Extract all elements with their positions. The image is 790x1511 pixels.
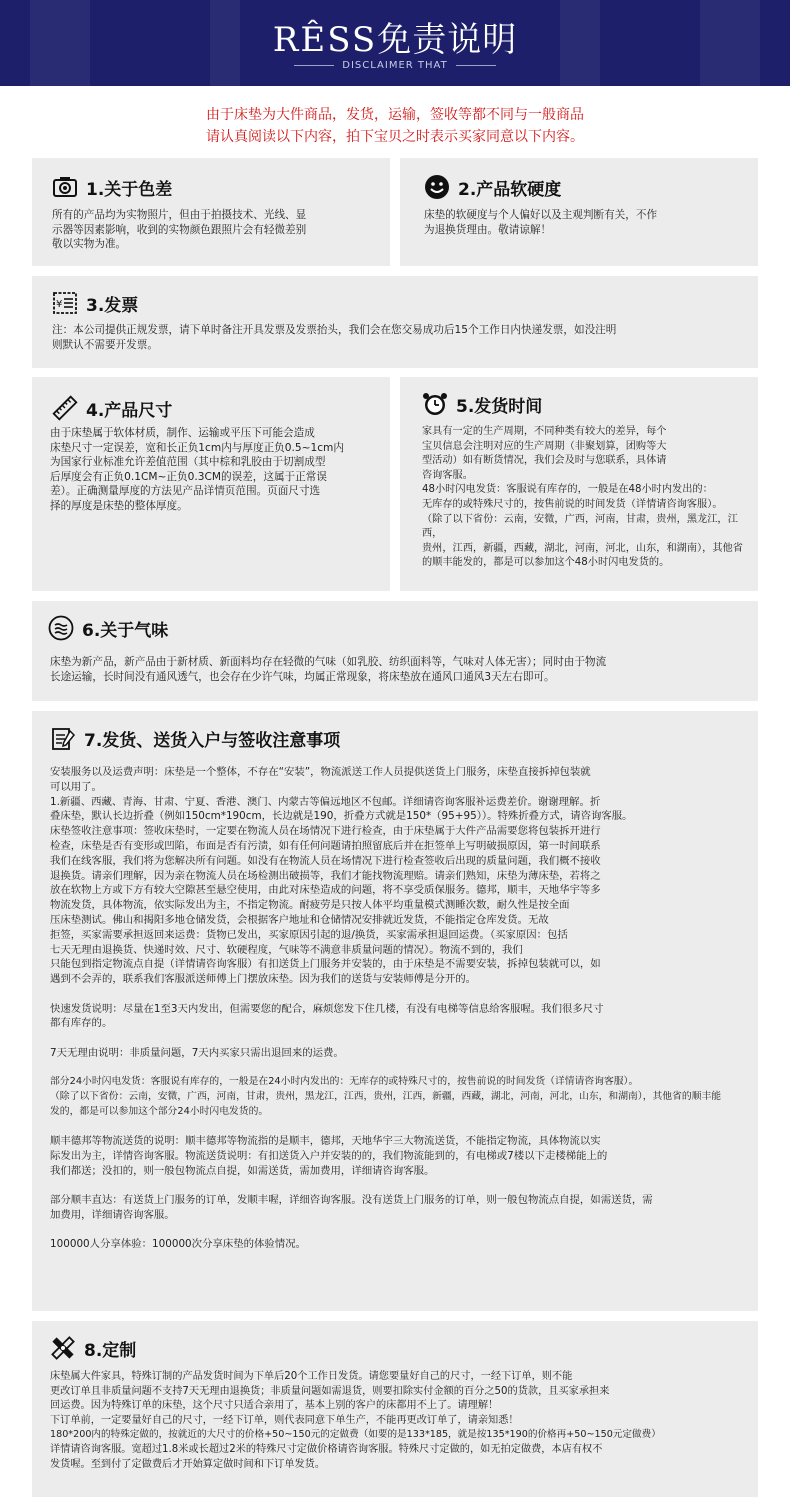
text-line: 家具有一定的生产周期，不同种类有较大的差异，每个	[422, 426, 667, 437]
section-product-size	[32, 377, 390, 591]
section-title: 1.关于色差	[86, 179, 173, 200]
text-line: 部分24小时闪电发货：客服说有库存的，一般是在24小时内发出的：无库存的或特殊尺寸的，按售前说的时间发货（详情请咨询客服）。	[50, 1076, 639, 1088]
text-line: 长途运输，长时间没有通风透气，也会存在少许气味，均属正常现象，将床垫放在通风口通风3天左右即可。	[50, 670, 555, 683]
text-line: 拒签，买家需要承担返回来运费：货物已发出，买家原因引起的退/换货，买家需承担退回运费。（买家原因：包括	[50, 928, 568, 941]
section-title: 8.定制	[84, 1340, 137, 1361]
section-body	[50, 1370, 755, 1472]
section-body	[50, 765, 755, 1252]
section-color-difference	[32, 158, 390, 266]
text-line: 床垫为新产品，新产品由于新材质、新面料均存在轻微的气味（如乳胶、纺织面料等，气味对人体无害）；同时由于物流	[50, 656, 607, 668]
section-shipping-time	[400, 377, 758, 591]
text-line: 为退换货理由。敬请谅解！	[424, 223, 552, 236]
text-line: 安装服务以及运费声明：床垫是一个整体，不存在“安装”，物流派送工作人员提供送货上门服务，床垫直接拆掉包装就	[50, 766, 591, 778]
text-line: 遇到不会弄的，联系我们客服派送师傅上门摆放床垫。因为我们的送货与安装师傅是分开的。	[50, 973, 477, 986]
text-line: 床垫的软硬度与个人偏好以及主观判断有关，不作	[424, 209, 658, 221]
section-title: 2.产品软硬度	[458, 179, 562, 200]
subtitle-text: DISCLAIMER THAT	[342, 60, 448, 71]
brand-logo: RÊSS	[272, 20, 378, 60]
text-line: 敬以实物为准。	[52, 238, 127, 251]
text-line: 180*200内的特殊定做的，按就近的大尺寸的价格+50~150元的定做费（如要的是133*185，就是按135*190的价格再+50~150元定做费）	[50, 1429, 661, 1441]
air-icon	[48, 615, 74, 641]
text-line: 发货喔。至到付了定做费后才开始算定做时间和下订单发货。	[50, 1458, 326, 1470]
text-line: 叠床垫，默认长边折叠（例如150cm*190cm，长边就是190，折叠方式就是150*（95+95））。特殊折叠方式，请咨询客服。	[50, 810, 633, 823]
section-delivery-signing	[32, 711, 758, 1311]
alarm-clock-icon	[422, 391, 448, 417]
text-line: 加费用，详细请咨询客服。	[50, 1208, 175, 1221]
text-line: 7天无理由说明：非质量问题，7天内买家只需出退回来的运费。	[50, 1046, 344, 1059]
text-line: 发的，都是可以参加这个部分24小时闪电发货的。	[50, 1105, 269, 1117]
text-line: 我们都送；没扣的，则一般包物流点自提，如需送货，需加费用，详细请咨询客服。	[50, 1164, 435, 1177]
text-line: 快速发货说明：尽量在1至3天内发出，但需要您的配合，麻烦您发下住几楼，有没有电梯等信息给客服喔。我们很多尺寸	[50, 1002, 604, 1015]
notice	[0, 104, 790, 148]
title-text: 免责说明	[377, 20, 518, 60]
text-line: 100000人分享体验：100000次分享床垫的体验情况。	[50, 1238, 306, 1251]
section-title: 4.产品尺寸	[86, 400, 173, 421]
text-line: 无库存的或特殊尺寸的，按售前说的时间发货（详情请咨询客服）。	[422, 498, 723, 510]
text-line: 示器等因素影响，收到的实物颜色跟照片会有轻微差别	[52, 223, 307, 236]
section-title: 5.发货时间	[456, 396, 543, 417]
text-line: 注：本公司提供正规发票，请下单时备注开具发票及发票抬头，我们会在您交易成功后15个工作日内快递发票，如没注明	[52, 324, 617, 336]
text-line: 宝贝信息会注明对应的生产周期（非聚划算，团购等大	[422, 440, 667, 452]
camera-icon	[52, 174, 78, 200]
text-line: 差）。正确测量厚度的方法见产品详情页范围。页面尺寸选	[50, 485, 321, 498]
section-firmness	[400, 158, 758, 266]
notice-line: 由于床垫为大件商品，发货，运输，签收等都不同与一般商品	[206, 107, 584, 123]
text-line: 更改订单且非质量问题不支持7天无理由退换货；非质量问题如需退货，则要扣除实付金额的百分之50的货款，且买家承担来	[50, 1385, 610, 1397]
subtitle	[0, 60, 790, 71]
text-line: 压床垫测试。佛山和揭阳多地仓储发货，会根据客户地址和仓储情况安排就近发货，不能指定仓库发货。无故	[50, 913, 549, 926]
section-smell	[32, 601, 758, 701]
section-body	[424, 208, 749, 237]
text-line: 只能包到指定物流点自提（详情请咨询客服）有扣送货上门服务并安装的，由于床垫是不需要安装，拆掉包装就可以，如	[50, 958, 601, 971]
text-line: （除了以下省份：云南，安微，广西，河南，甘肃，贵州，黑龙江，江西，	[422, 513, 738, 540]
notice-line: 请认真阅读以下内容，拍下宝贝之时表示买家同意以下内容。	[206, 129, 584, 145]
smiley-icon	[424, 174, 450, 200]
ruler-icon	[52, 395, 78, 421]
text-line: 所有的产品均为实物照片，但由于拍摄技术、光线、显	[52, 209, 307, 221]
text-line: 为国家行业标准允许差值范围（其中棕和乳胶由于切割成型	[50, 456, 326, 469]
text-line: 都有库存的。	[50, 1017, 113, 1030]
text-line: （除了以下省份：云南，安微，广西，河南，甘肃，贵州，黑龙江，江西，贵州，江西，新疆，西藏，湖北，河南，河北，山东，和湖南），其他省的顺丰能	[50, 1090, 722, 1102]
notepad-icon	[50, 725, 76, 751]
text-line: 1.新疆、西藏、青海、甘肃、宁夏、香港、澳门、内蒙古等偏远地区不包邮。详细请咨询客服补运费差价。谢谢理解。折	[50, 795, 601, 808]
page-title	[0, 12, 790, 61]
text-line: 退换货。请亲们理解，因为亲在物流人员在场检测出破损等，我们才能找物流理赔。请亲们熟知，床垫为薄床垫，若将之	[50, 869, 601, 882]
text-line: 床垫签收注意事项：签收床垫时，一定要在物流人员在场情况下进行检查，由于床垫属于大件产品需要您将包装拆开进行	[50, 825, 601, 838]
section-body	[422, 425, 757, 571]
text-line: 床垫尺寸一定误差，宽和长正负1cm内与厚度正负0.5~1cm内	[50, 441, 344, 454]
text-line: 检查，床垫是否有变形或凹陷，布面是否有污渍，如有任何问题请拍照留底后并在拒签单上写明破损原因，第一时间联系	[50, 839, 601, 852]
text-line: 七天无理由退换货、快递时效、尺寸、软硬程度，气味等不满意非质量问题的情况）。物流不到的，我们	[50, 943, 523, 956]
text-line: 我们在线客服，我们将为您解决所有问题。如没有在物流人员在场情况下进行检查签收后出现的质量问题，我们概不接收	[50, 854, 601, 867]
section-body	[50, 655, 750, 684]
invoice-icon	[52, 290, 78, 316]
section-body	[52, 208, 382, 252]
text-line: 回运费。因为特殊订单的床垫，这个尺寸只适合亲用了，基本上别的客户的床都用不上了。请理解！	[50, 1400, 499, 1412]
text-line: 详情请咨询客服。宽超过1.8米或长超过2米的特殊尺寸定做价格请咨询客服。特殊尺寸定做的，如无拍定做费，本店有权不	[50, 1443, 603, 1455]
text-line: 的顺丰能发的，都是可以参加这个48小时闪电发货的。	[422, 557, 670, 569]
text-line: 后厚度会有正负0.1CM~正负0.3CM的误差，这属于正常误	[50, 470, 327, 483]
banner	[0, 0, 790, 86]
section-title: 6.关于气味	[82, 620, 169, 641]
text-line: 贵州，江西，新疆，西藏，湖北，河南，河北，山东，和湖南），其他省	[422, 542, 743, 554]
text-line: 物流发货，具体物流，依实际发出为主，不指定物流。耐疲劳是只按人体平均重量模式测睡次数，耐久性是按全面	[50, 899, 570, 912]
section-body	[52, 323, 752, 352]
section-body	[50, 426, 385, 514]
section-title: 3.发票	[86, 295, 139, 316]
section-customization	[32, 1321, 758, 1497]
svg-text:¥: ¥	[56, 299, 63, 310]
text-line: 下订单前，一定要量好自己的尺寸，一经下订单，则代表同意下单生产，不能再更改订单了，请亲知悉！	[50, 1414, 519, 1426]
text-line: 型活动）如有断货情况，我们会及时与您联系，具体请	[422, 455, 667, 467]
text-line: 咨询客服。	[422, 469, 473, 481]
text-line: 由于床垫属于软体材质，制作、运输或平压下可能会造成	[50, 427, 315, 439]
text-line: 可以用了。	[50, 780, 102, 793]
tools-icon	[50, 1335, 76, 1361]
text-line: 则默认不需要开发票。	[52, 338, 158, 351]
section-invoice	[32, 276, 758, 368]
section-title: 7.发货、送货入户与签收注意事项	[84, 730, 341, 751]
text-line: 放在软物上方或下方有较大空隙甚至悬空使用，由此对床垫造成的问题，将不享受质保服务。德邦，顺丰，天地华宇等多	[50, 884, 601, 897]
text-line: 顺丰德邦等物流送货的说明：顺丰德邦等物流指的是顺丰，德邦，天地华宇三大物流送货，不能指定物流，具体物流以实	[50, 1135, 601, 1148]
text-line: 部分顺丰直达：有送货上门服务的订单，发顺丰喔，详细咨询客服。没有送货上门服务的订单，则一般包物流点自提，如需送货，需	[50, 1194, 653, 1207]
text-line: 床垫属大件家具，特殊订制的产品发货时间为下单后20个工作日发货。请您要量好自己的尺寸，一经下订单，则不能	[50, 1371, 573, 1382]
text-line: 48小时闪电发货：客服说有库存的，一般是在48小时内发出的：	[422, 484, 713, 496]
text-line: 择的厚度是床垫的整体厚度。	[50, 499, 188, 512]
text-line: 际发出为主，详情咨询客服。物流送货说明：有扣送货入户并安装的的，我们物流能到的，有电梯或7楼以下走楼梯能上的	[50, 1149, 608, 1162]
